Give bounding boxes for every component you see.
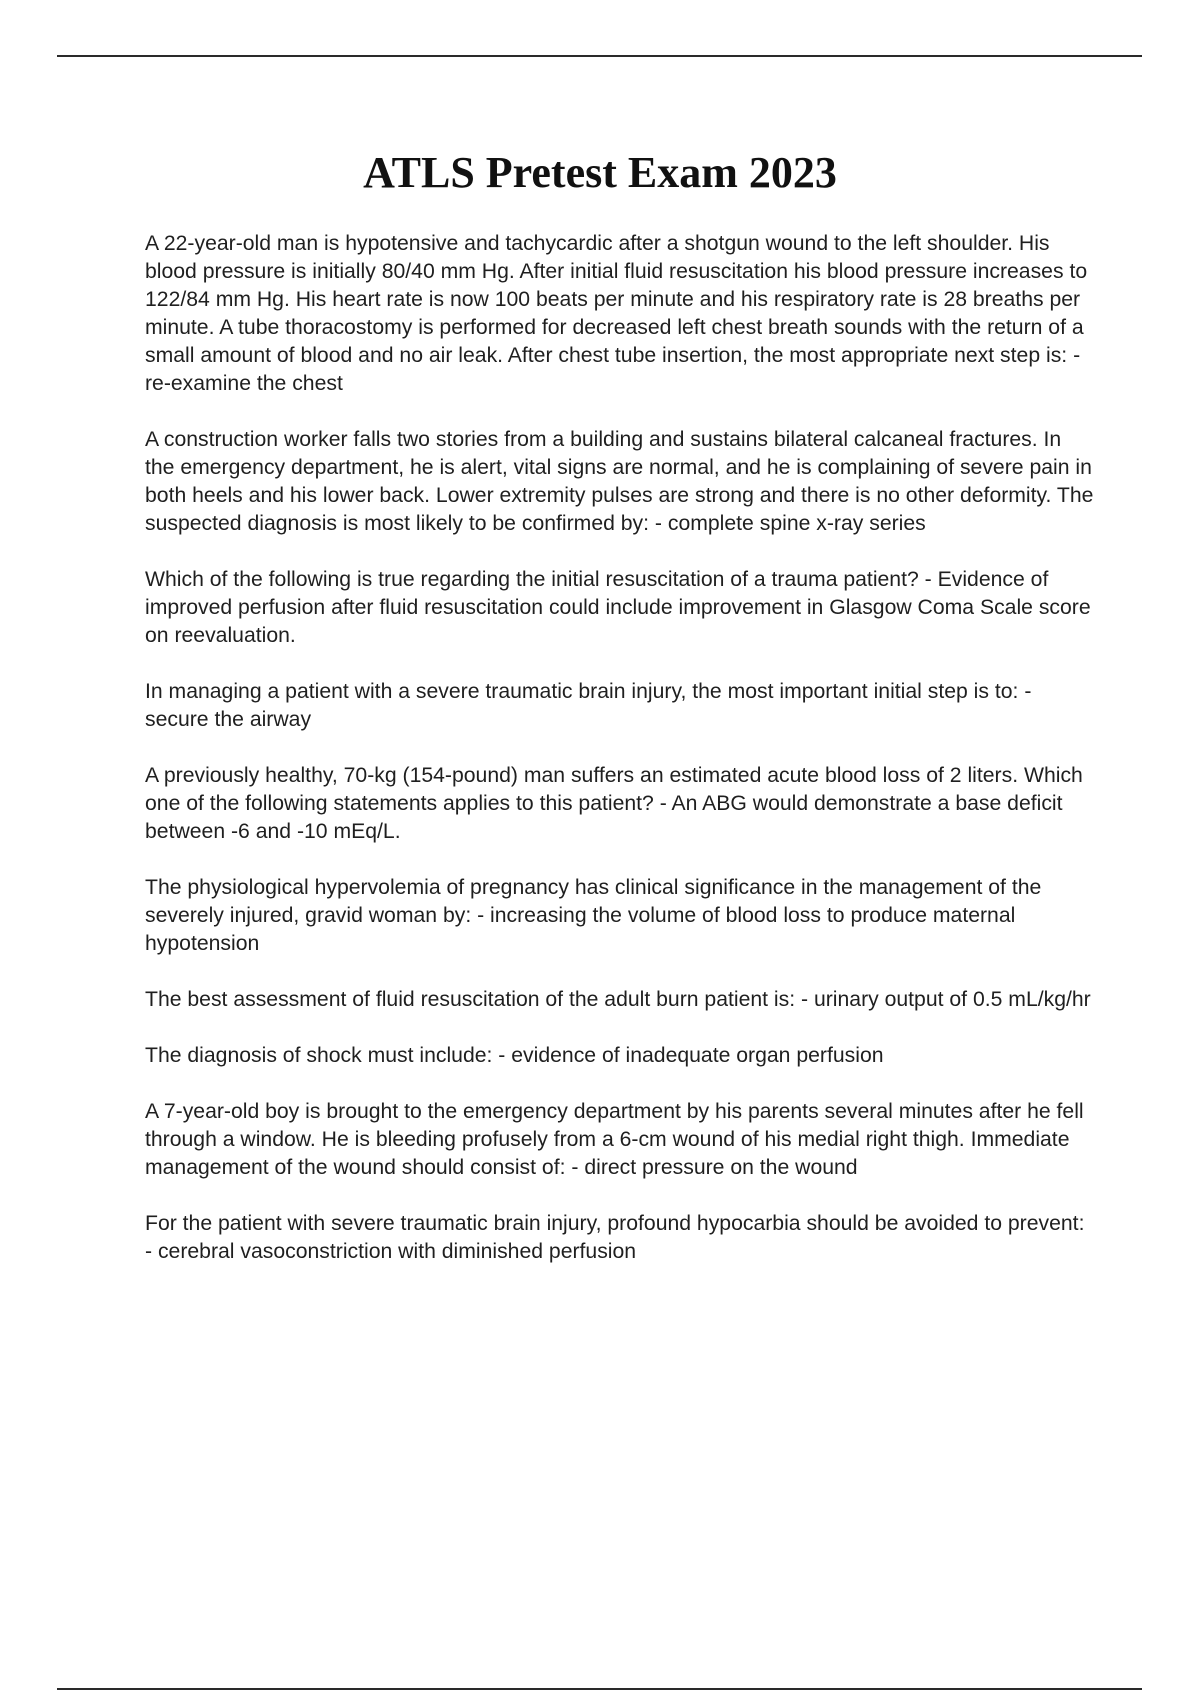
question-text: Which of the following is true regarding the initial resuscitation of a trauma patient? xyxy=(145,568,919,591)
question-item: A previously healthy, 70-kg (154-pound) man suffers an estimated acute blood loss of 2 liters. Which one of the following statements applies to this patient? - An ABG would demonstrate a base deficit between -6 and -10 mEq/L. xyxy=(145,764,1083,843)
question-text: The best assessment of fluid resuscitation of the adult burn patient is: xyxy=(145,988,796,1011)
question-text: A construction worker falls two stories from a building and sustains bilateral calcaneal fractures. In the emergency department, he is alert, vital signs are normal, and he is complaining of severe pain in both heels and his lower back. Lower extremity pulses are strong and there is no other deformity. The suspected diagnosis is most likely to be confirmed by: xyxy=(145,428,1094,535)
question-text: A 7-year-old boy is brought to the emergency department by his parents several minutes after he fell through a window. He is bleeding profusely from a 6-cm wound of his medial right thigh. Immediate management of the wound should consist of: xyxy=(145,1100,1084,1179)
question-item: In managing a patient with a severe traumatic brain injury, the most important initial step is to: - secure the airway xyxy=(145,680,1032,731)
question-item: The physiological hypervolemia of pregnancy has clinical significance in the management of the severely injured, gravid woman by: - increasing the volume of blood loss to produce maternal hypotension xyxy=(145,876,1042,955)
answer-text: urinary output of 0.5 mL/kg/hr xyxy=(813,988,1091,1011)
question-list xyxy=(145,230,1095,1294)
page-title: ATLS Pretest Exam 2023 xyxy=(363,148,837,197)
answer-text: secure the airway xyxy=(145,708,312,731)
question-item: For the patient with severe traumatic brain injury, profound hypocarbia should be avoided to prevent: - cerebral vasoconstriction with diminished perfusion xyxy=(145,1212,1085,1263)
question-text: The diagnosis of shock must include: xyxy=(145,1044,493,1067)
answer-text: cerebral vasoconstriction with diminished perfusion xyxy=(157,1240,637,1263)
top-divider xyxy=(57,55,1142,57)
answer-text: re-examine the chest xyxy=(145,372,343,395)
question-item: A construction worker falls two stories from a building and sustains bilateral calcaneal fractures. In the emergency department, he is alert, vital signs are normal, and he is complaining of severe pain in both heels and his lower back. Lower extremity pulses are strong and there is no other deformity. The suspected diagnosis is most likely to be confirmed by: - complete spine x-ray series xyxy=(145,428,1094,535)
bottom-divider xyxy=(57,1688,1142,1690)
question-text: The physiological hypervolemia of pregnancy has clinical significance in the management of the severely injured, gravid woman by: xyxy=(145,876,1042,927)
question-item: The best assessment of fluid resuscitation of the adult burn patient is: - urinary output of 0.5 mL/kg/hr xyxy=(145,988,1091,1011)
answer-text: An ABG would demonstrate a base deficit between -6 and -10 mEq/L. xyxy=(145,792,1063,843)
question-item: Which of the following is true regarding the initial resuscitation of a trauma patient? - Evidence of improved perfusion after fluid resuscitation could include improvement in Glasgow Coma Scale score on reevaluation. xyxy=(145,568,1091,647)
question-item: A 22-year-old man is hypotensive and tachycardic after a shotgun wound to the left shoulder. His blood pressure is initially 80/40 mm Hg. After initial fluid resuscitation his blood pressure increases to 122/84 mm Hg. His heart rate is now 100 beats per minute and his respiratory rate is 28 breaths per minute. A tube thoracostomy is performed for decreased left chest breath sounds with the return of a small amount of blood and no air leak. After chest tube insertion, the most appropriate next step is: - re-examine the chest xyxy=(145,232,1088,395)
question-item: The diagnosis of shock must include: - evidence of inadequate organ perfusion xyxy=(145,1044,884,1067)
question-text: A previously healthy, 70-kg (154-pound) man suffers an estimated acute blood loss of 2 liters. Which one of the following statements applies to this patient? xyxy=(145,764,1083,815)
question-text: For the patient with severe traumatic brain injury, profound hypocarbia should be avoided to prevent: xyxy=(145,1212,1085,1235)
answer-text: complete spine x-ray series xyxy=(667,512,926,535)
question-item: A 7-year-old boy is brought to the emergency department by his parents several minutes after he fell through a window. He is bleeding profusely from a 6-cm wound of his medial right thigh. Immediate management of the wound should consist of: - direct pressure on the wound xyxy=(145,1100,1084,1179)
question-text: A 22-year-old man is hypotensive and tachycardic after a shotgun wound to the left shoulder. His blood pressure is initially 80/40 mm Hg. After initial fluid resuscitation his blood pressure increases to 122/84 mm Hg. His heart rate is now 100 beats per minute and his respiratory rate is 28 breaths per minute. A tube thoracostomy is performed for decreased left chest breath sounds with the return of a small amount of blood and no air leak. After chest tube insertion, the most appropriate next step is: xyxy=(145,232,1088,367)
question-text: In managing a patient with a severe traumatic brain injury, the most important initial step is to: xyxy=(145,680,1019,703)
answer-text: Evidence of improved perfusion after fluid resuscitation could include improvement in Glasgow Coma Scale score on reevaluation. xyxy=(145,568,1091,647)
answer-text: increasing the volume of blood loss to produce maternal hypotension xyxy=(145,904,1016,955)
answer-text: direct pressure on the wound xyxy=(584,1156,858,1179)
answer-text: evidence of inadequate organ perfusion xyxy=(511,1044,884,1067)
